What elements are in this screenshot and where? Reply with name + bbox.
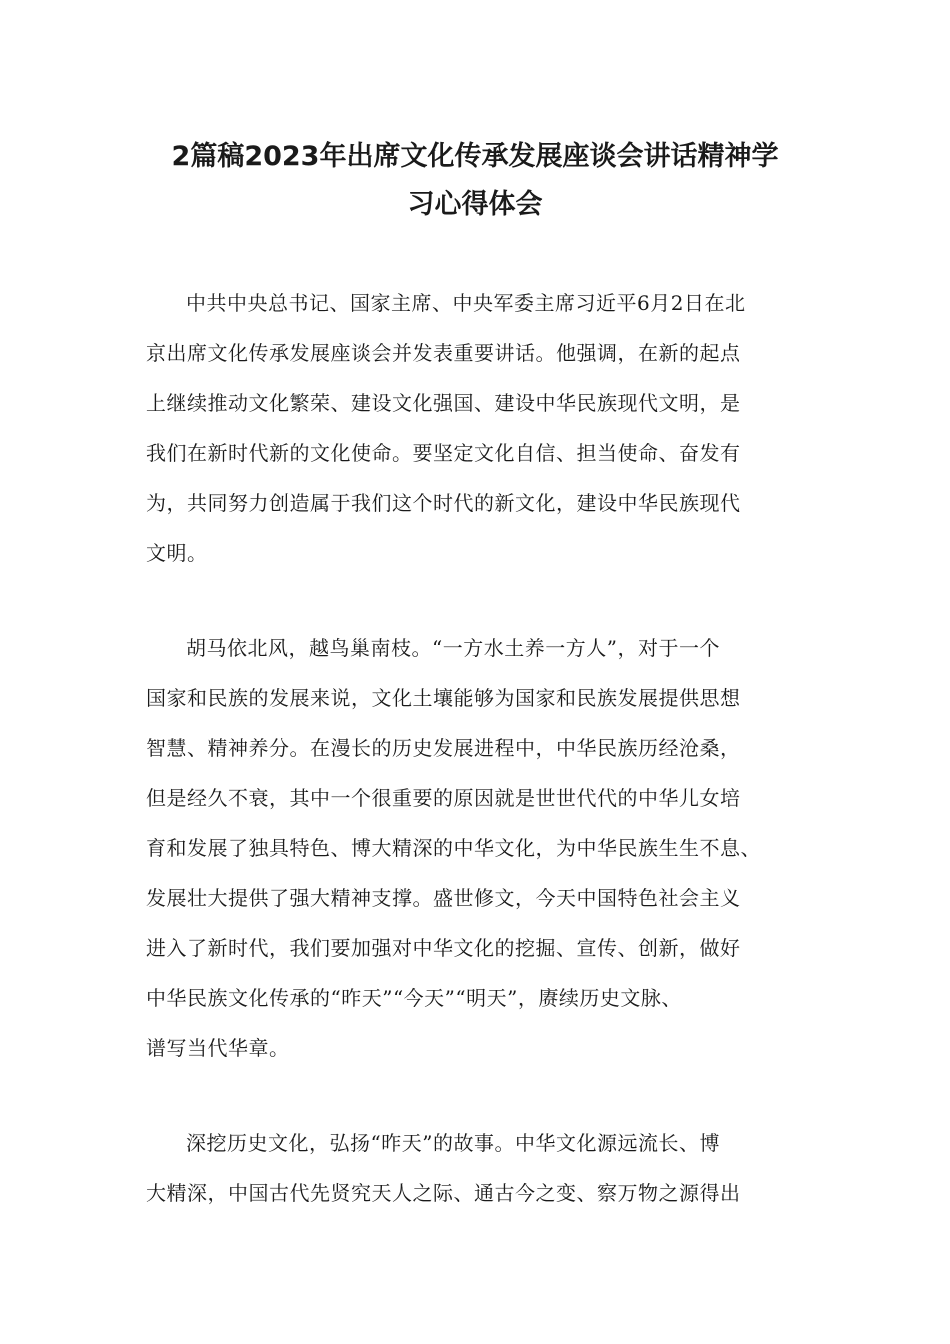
paragraph-line: 中共中央总书记、国家主席、中央军委主席习近平6月2日在北 xyxy=(186,291,746,315)
paragraph-line: 上继续推动文化繁荣、建设文化强国、建设中华民族现代文明，是 xyxy=(146,391,741,415)
paragraph-line: 京出席文化传承发展座谈会并发表重要讲话。他强调，在新的起点 xyxy=(146,341,741,365)
paragraph-line: 深挖历史文化，弘扬“昨天”的故事。中华文化源远流长、博 xyxy=(186,1131,720,1155)
paragraph-2 xyxy=(146,623,808,1073)
paragraph-line: 智慧、精神养分。在漫长的历史发展进程中，中华民族历经沧桑， xyxy=(146,736,741,760)
paragraph-line: 胡马依北风，越鸟巢南枝。“一方水土养一方人”，对于一个 xyxy=(186,636,720,660)
paragraph-line: 我们在新时代新的文化使命。要坚定文化自信、担当使命、奋发有 xyxy=(146,441,741,465)
paragraph-line: 进入了新时代，我们要加强对中华文化的挖掘、宣传、创新，做好 xyxy=(146,936,741,960)
paragraph-line: 发展壮大提供了强大精神支撑。盛世修文，今天中国特色社会主义 xyxy=(146,886,741,910)
paragraph-line: 谱写当代华章。 xyxy=(146,1036,290,1060)
paragraph-line: 但是经久不衰，其中一个很重要的原因就是世世代代的中华儿女培 xyxy=(146,786,741,810)
document-title-line-1: 2篇稿2023年出席文化传承发展座谈会讲话精神学 xyxy=(171,141,779,172)
paragraph-line: 为，共同努力创造属于我们这个时代的新文化，建设中华民族现代 xyxy=(146,491,741,515)
paragraph-line: 育和发展了独具特色、博大精深的中华文化，为中华民族生生不息、 xyxy=(146,836,761,860)
paragraph-1 xyxy=(146,278,808,578)
paragraph-line: 国家和民族的发展来说，文化土壤能够为国家和民族发展提供思想 xyxy=(146,686,741,710)
paragraph-3 xyxy=(146,1118,808,1218)
paragraph-line: 中华民族文化传承的“昨天”“今天”“明天”，赓续历史文脉、 xyxy=(146,986,682,1010)
document-title-line-2: 习心得体会 xyxy=(407,189,543,220)
paragraph-line: 大精深，中国古代先贤究天人之际、通古今之变、察万物之源得出 xyxy=(146,1181,741,1205)
paragraph-line: 文明。 xyxy=(146,541,208,565)
